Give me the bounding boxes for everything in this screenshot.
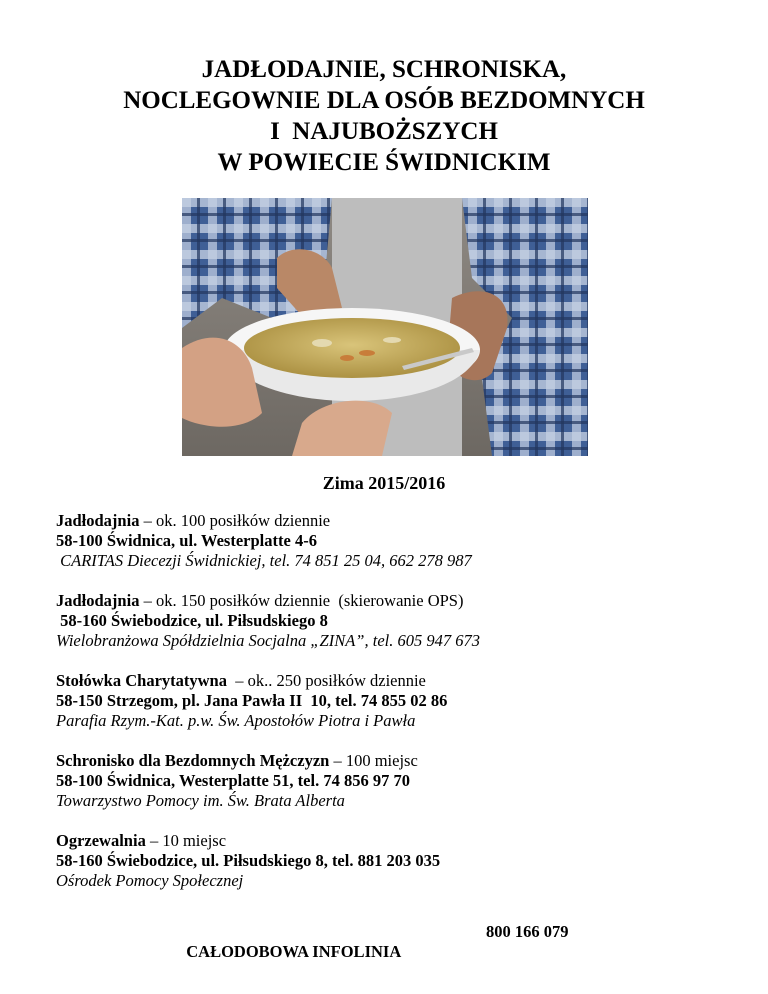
entries-list — [56, 511, 736, 911]
entry-address: 58-100 Świdnica, Westerplatte 51, tel. 74 856 97 70 — [56, 771, 410, 790]
title-line: W POWIECIE ŚWIDNICKIM — [217, 149, 551, 176]
entry-desc: – ok.. 250 posiłków dziennie — [226, 671, 426, 690]
entry-address: 58-160 Świebodzice, ul. Piłsudskiego 8 — [56, 611, 328, 630]
entry-name: Ogrzewalnia — [56, 831, 146, 850]
hotline — [178, 922, 569, 982]
entry-address: 58-100 Świdnica, ul. Westerplatte 4-6 — [56, 531, 317, 550]
entry-address: 58-160 Świebodzice, ul. Piłsudskiego 8, tel. 881 203 035 — [56, 851, 441, 870]
list-item — [56, 591, 736, 651]
entry-desc: – 10 miejsc — [145, 831, 227, 850]
title-line: NOCLEGOWNIE DLA OSÓB BEZDOMNYCH — [123, 87, 645, 114]
entry-heading — [56, 831, 736, 851]
entry-desc: – ok. 100 posiłków dziennie — [139, 511, 331, 530]
entry-name: Jadłodajnia — [56, 511, 140, 530]
entry-org: CARITAS Diecezji Świdnickiej, tel. 74 851 25 04, 662 278 987 — [56, 551, 472, 570]
season-heading: Zima 2015/2016 — [322, 473, 446, 493]
entry-name: Stołówka Charytatywna — [56, 671, 227, 690]
entry-heading — [56, 751, 736, 771]
soup-bowl-hands-photo — [182, 198, 588, 456]
list-item — [56, 671, 736, 731]
entry-heading — [56, 591, 736, 611]
page-title — [0, 54, 768, 178]
entry-heading — [56, 511, 736, 531]
entry-org: Ośrodek Pomocy Społecznej — [56, 871, 244, 890]
list-item — [56, 751, 736, 811]
hotline-label: CAŁODOBOWA INFOLINIA — [186, 942, 402, 961]
title-line: JADŁODAJNIE, SCHRONISKA, — [201, 56, 567, 83]
entry-address: 58-150 Strzegom, pl. Jana Pawła II 10, tel. 74 855 02 86 — [56, 691, 448, 710]
entry-desc: – 100 miejsc — [329, 751, 418, 770]
list-item — [56, 511, 736, 571]
entry-org: Parafia Rzym.-Kat. p.w. Św. Apostołów Piotra i Pawła — [56, 711, 416, 730]
entry-desc: – ok. 150 posiłków dziennie (skierowanie OPS) — [139, 591, 464, 610]
entry-org: Towarzystwo Pomocy im. Św. Brata Alberta — [56, 791, 345, 810]
entry-org: Wielobranżowa Spółdzielnia Socjalna „ZINA”, tel. 605 947 673 — [56, 631, 480, 650]
list-item — [56, 831, 736, 891]
entry-heading — [56, 671, 736, 691]
entry-name: Jadłodajnia — [56, 591, 140, 610]
title-line: I NAJUBOŻSZYCH — [270, 118, 498, 145]
entry-name: Schronisko dla Bezdomnych Mężczyzn — [56, 751, 330, 770]
hotline-number: 800 166 079 — [486, 922, 569, 941]
